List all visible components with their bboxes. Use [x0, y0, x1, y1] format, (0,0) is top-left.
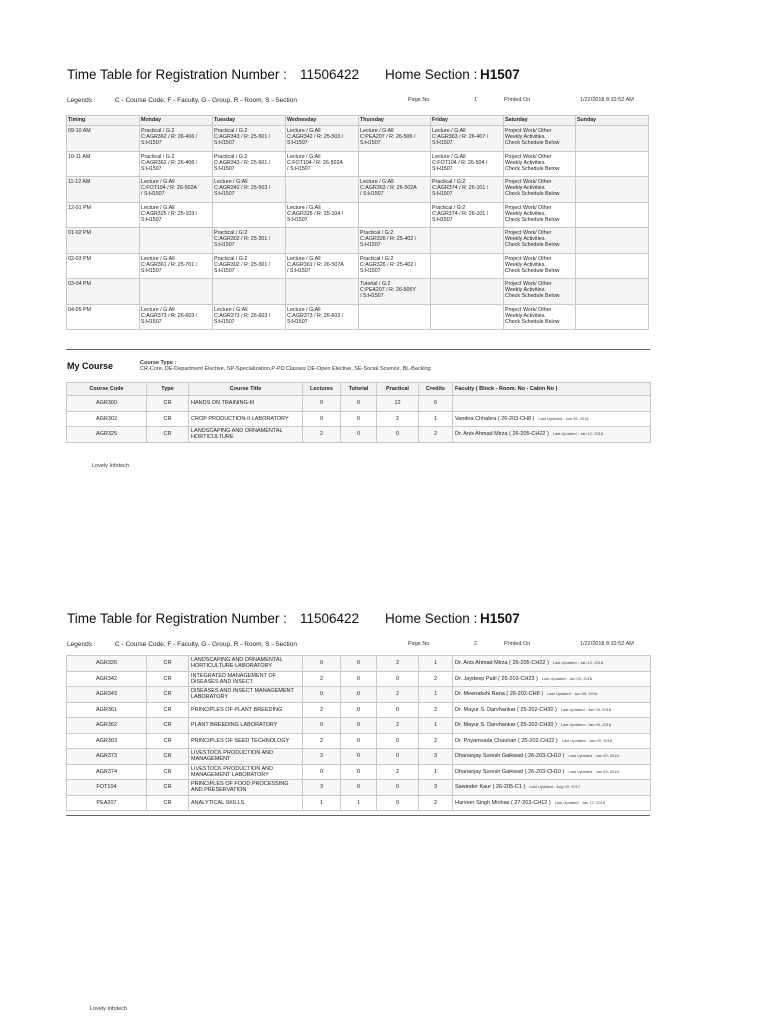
course-practical: 0 — [377, 780, 419, 796]
printed-on-value: 1/22/2018 8:32:52 AM — [580, 97, 634, 103]
course-type: CR — [147, 749, 189, 765]
timetable-cell-sunday — [577, 203, 647, 205]
course-practical: 2 — [377, 411, 419, 427]
timetable-cell-sunday — [577, 305, 647, 307]
timetable-cell-tuesday: Practical / G:2 C:AGR343 / R: 25-501 / S:H1507 — [214, 128, 271, 147]
course-type: CR — [147, 396, 189, 412]
timetable-cell-monday: Lecture / G:All C:FOT104 / R: 26-502A / S:H1507 — [141, 179, 197, 198]
course-code: AGR373 — [67, 749, 147, 765]
header-lectures: Lectures — [303, 383, 341, 396]
course-row — [67, 780, 651, 796]
timetable-row — [67, 151, 649, 177]
course-header-row — [67, 383, 651, 396]
timetable-cell-monday: Practical / G:2 C:AGR362 / R: 26-406 / S:H1507 — [141, 128, 198, 147]
course-practical: 0 — [377, 795, 419, 811]
course-lectures: 0 — [303, 718, 341, 734]
header-tuesday: Tuesday — [213, 116, 286, 126]
course-row — [67, 427, 651, 443]
course-code: PEA207 — [67, 795, 147, 811]
course-tutorial: 0 — [341, 671, 377, 687]
course-practical: 0 — [377, 671, 419, 687]
course-title: INTEGRATED MANAGEMENT OF DISEASES AND INSECT — [189, 671, 303, 687]
course-faculty-cell — [453, 671, 651, 687]
course-title: LANDSCAPING AND ORNAMENTAL HORTICULTURE — [189, 427, 303, 443]
course-row — [67, 795, 651, 811]
course-title: HANDS ON TRAINING-III — [189, 396, 303, 412]
course-title: LIVESTOCK PRODUCTION AND MANAGEMENT LABORATORY — [189, 764, 303, 780]
course-lectures: 2 — [303, 702, 341, 718]
course-tutorial: 0 — [341, 702, 377, 718]
course-faculty: Dhananjay Suresh Gaikwad ( 26-203-CH10 ) — [455, 753, 565, 760]
section-divider-p2 — [66, 815, 650, 816]
header-saturday: Saturday — [504, 116, 576, 126]
footer-text: Lovely Infotech — [92, 463, 129, 469]
course-faculty-cell — [453, 687, 651, 703]
timetable-cell-sunday — [577, 228, 647, 230]
legends-text-p2: C - Course Code, F - Faculty, G - Group, R - Room, S - Section — [115, 641, 297, 648]
course-faculty-cell — [453, 764, 651, 780]
course-faculty-cell — [453, 427, 651, 443]
course-row — [67, 718, 651, 734]
course-type: CR — [147, 764, 189, 780]
course-last-updated: Last Updated : Jan 09, 2018 — [560, 722, 612, 728]
course-lectures: 2 — [303, 427, 341, 443]
page-no-label-p2: Page No — [408, 641, 430, 647]
course-tutorial: 0 — [341, 733, 377, 749]
course-faculty: Dr. Mayur S. Darvhankar ( 25-202-CH30 ) — [455, 706, 557, 713]
course-type: CR — [147, 656, 189, 672]
timetable-cell-friday — [432, 279, 502, 281]
course-credits: 1 — [419, 411, 453, 427]
course-type: CR — [147, 411, 189, 427]
timetable-cell-monday: Lecture / G:All C:AGR361 / R: 25-701 / S:H1507 — [141, 255, 198, 274]
timetable-cell-thursday: Lecture / G:All C:AGR363 / R: 26-502A / S:H1507 — [360, 179, 417, 198]
timetable-cell-tuesday — [214, 203, 284, 205]
course-title: DISEASES AND INSECT MANAGEMENT LABORATORY — [189, 687, 303, 703]
course-credits: 3 — [419, 780, 453, 796]
timetable-row — [67, 202, 649, 228]
course-type: CR — [147, 733, 189, 749]
footer-text-p2: Lovely Infotech — [90, 1006, 127, 1012]
my-course-heading: My Course — [67, 361, 114, 371]
course-lectures: 1 — [303, 795, 341, 811]
course-faculty-cell — [453, 795, 651, 811]
registration-number-p2: 11506422 — [300, 611, 360, 626]
timetable-row — [67, 279, 649, 305]
course-tutorial: 0 — [341, 780, 377, 796]
timetable-cell-saturday: Project Work/ Other Weekly Activities. Check Schedule Below — [505, 255, 560, 274]
timetable-cell-thursday: Lecture / G:All C:PEA207 / R: 26-506 / S:H1507 — [360, 128, 416, 147]
course-last-updated: Last Updated : Jan 09, 2018 — [568, 768, 619, 774]
course-last-updated: Last Updated : Jan 12, 2018 — [552, 660, 604, 666]
page-no-label: Page No — [408, 97, 430, 103]
course-practical: 2 — [377, 687, 419, 703]
timetable-cell-saturday: Project Work/ Other Weekly Activities. Check Schedule Below — [505, 204, 560, 223]
course-code: AGR363 — [67, 733, 147, 749]
timetable-cell-sunday — [577, 177, 647, 179]
section-divider — [66, 349, 650, 350]
timetable-row — [67, 177, 649, 203]
course-type-text: CR-Core, DE-Department Elective, SP-Specialization,P-PD Classes OE-Open Elective, SE-Social Science, BL-Backlog — [140, 366, 431, 372]
course-credits: 2 — [419, 671, 453, 687]
timetable-cell-tuesday: Lecture / G:All C:AGR342 / R: 25-503 / S:H1507 — [214, 179, 271, 198]
timetable-cell-saturday: Project Work/ Other Weekly Activities. Check Schedule Below — [505, 179, 560, 198]
course-tutorial: 0 — [341, 749, 377, 765]
course-practical: 2 — [377, 718, 419, 734]
course-tutorial: 0 — [341, 687, 377, 703]
timetable-cell-wednesday — [287, 228, 357, 230]
header-course-title: Course Title — [189, 383, 303, 396]
header-tutorial: Tutorial — [341, 383, 377, 396]
timetable-cell-saturday: Project Work/ Other Weekly Activities. Check Schedule Below — [505, 281, 560, 300]
timetable-cell-sunday — [577, 126, 647, 128]
header-sunday: Sunday — [576, 116, 649, 126]
course-row — [67, 656, 651, 672]
course-faculty-cell — [453, 411, 651, 427]
timetable-row — [67, 304, 649, 330]
course-lectures: 0 — [303, 687, 341, 703]
course-row — [67, 411, 651, 427]
timetable-grid — [66, 115, 649, 330]
page-no-value: 1 — [474, 97, 478, 103]
page-no-value-p2: 2 — [474, 641, 478, 647]
course-type: CR — [147, 687, 189, 703]
course-last-updated: Last Updated : Jan 09, 2018 — [560, 706, 612, 712]
timetable-cell-wednesday — [287, 177, 357, 179]
course-tutorial: 0 — [341, 427, 377, 443]
course-row — [67, 671, 651, 687]
course-title: PLANT BREEDING LABORATORY — [189, 718, 303, 734]
course-lectures: 2 — [303, 671, 341, 687]
course-faculty: Dr. Meenakshi Rana ( 26-202-CH8 ) — [455, 691, 544, 698]
header-thursday: Thursday — [359, 116, 431, 126]
timetable-cell-timing: 11-12 AM — [68, 179, 91, 185]
timetable-row — [67, 228, 649, 254]
course-credits: 2 — [419, 795, 453, 811]
timetable-cell-monday — [141, 228, 211, 230]
timetable-cell-thursday: Practical / G:2 C:AGR326 / R: 25-402 / S:H1507 — [360, 255, 417, 274]
course-last-updated: Last Updated : Jan 17, 2018 — [554, 799, 605, 805]
course-title: PRINCIPLES OF SEED TECHNOLOGY — [189, 733, 303, 749]
header-credits: Credits — [419, 383, 453, 396]
course-tutorial: 0 — [341, 396, 377, 412]
timetable-cell-timing: 04-05 PM — [68, 306, 91, 313]
course-last-updated: Last Updated : Jan 09, 2018 — [547, 691, 598, 697]
header-practical: Practical — [377, 383, 419, 396]
course-tutorial: 0 — [341, 656, 377, 672]
timetable-cell-monday: Lecture / G:All C:AGR325 / R: 25-103 / S:H1507 — [141, 204, 198, 223]
home-section-value-p2: H1507 — [480, 611, 520, 626]
timetable-cell-friday: Lecture / G:All C:AGR363 / R: 26-407 / S:H1507 — [432, 128, 489, 147]
course-code: AGR326 — [67, 656, 147, 672]
course-credits: 2 — [419, 427, 453, 443]
course-faculty: Dr. Anis Ahmad Mirza ( 26-205-CH22 ) — [455, 660, 549, 667]
course-type: CR — [147, 780, 189, 796]
course-credits: 1 — [419, 718, 453, 734]
printed-on-label: Printed On — [504, 97, 531, 103]
timetable-cell-saturday: Project Work/ Other Weekly Activities. Check Schedule Below — [505, 306, 560, 325]
course-faculty-cell — [453, 702, 651, 718]
timetable-cell-wednesday: Lecture / G:All C:AGR342 / R: 25-503 / S:H1507 — [287, 128, 344, 147]
timetable-cell-saturday: Project Work/ Other Weekly Activities. Check Schedule Below — [505, 153, 560, 172]
timetable-cell-timing: 12-01 PM — [68, 204, 91, 211]
header-timing: Timing — [67, 116, 140, 126]
timetable-cell-wednesday: Lecture / G:All C:AGR361 / R: 26-507A / S:H1507 — [287, 255, 344, 274]
home-section-value: H1507 — [480, 67, 520, 82]
course-type: CR — [147, 795, 189, 811]
timetable-cell-wednesday: Lecture / G:All C:AGR373 / R: 26-603 / S:H1507 — [287, 306, 344, 325]
course-title: PRINCIPLES OF PLANT BREEDING — [189, 702, 303, 718]
timetable-cell-tuesday — [214, 279, 284, 281]
course-faculty-cell — [453, 733, 651, 749]
timetable-cell-monday: Lecture / G:All C:AGR373 / R: 26-603 / S:H1507 — [141, 306, 198, 325]
header-monday: Monday — [140, 116, 213, 126]
course-type: CR — [147, 702, 189, 718]
course-lectures: 0 — [303, 764, 341, 780]
header-faculty: Faculty ( Block - Room. No - Cabin No ) — [453, 383, 651, 396]
course-faculty-cell — [453, 396, 651, 412]
course-credits: 2 — [419, 702, 453, 718]
course-row — [67, 396, 651, 412]
course-last-updated: Last Updated : Jan 09, 2018 — [538, 415, 589, 421]
course-tutorial: 0 — [341, 718, 377, 734]
course-faculty-cell — [453, 656, 651, 672]
course-title: PRINCIPLES OF FOOD PROCESSING AND PRESERVATION — [189, 780, 303, 796]
course-faculty: Dr. Jaydeep Patil ( 26-203-CH23 ) — [455, 675, 538, 682]
timetable-cell-friday: Lecture / G:All C:FOT104 / R: 26-504 / S:H1507 — [432, 153, 488, 172]
course-lectures: 0 — [303, 411, 341, 427]
course-practical: 0 — [377, 702, 419, 718]
course-lectures: 0 — [303, 396, 341, 412]
legends-label: Legends : — [67, 97, 96, 104]
course-faculty: Sawinder Kaur ( 26-205-C1 ) — [455, 784, 526, 791]
course-practical: 12 — [377, 396, 419, 412]
course-row — [67, 764, 651, 780]
course-faculty-cell — [453, 718, 651, 734]
timetable-cell-timing: 01-02 PM — [68, 230, 91, 236]
timetable-cell-wednesday: Lecture / G:All C:FOT104 / R: 26-502A / S:H1507 — [287, 153, 343, 172]
timetable-row — [67, 126, 649, 152]
timetable-cell-wednesday: Lecture / G:All C:AGR325 / R: 25-104 / S:H1507 — [287, 204, 344, 223]
course-lectures: 3 — [303, 749, 341, 765]
course-code: AGR342 — [67, 671, 147, 687]
timetable-cell-thursday: Tutorial / G:2 C:PEA207 / R: 26-506Y / S:H1507 — [360, 281, 416, 300]
timetable-cell-tuesday: Practical / G:2 C:AGR343 / R: 25-501 / S:H1507 — [214, 153, 271, 172]
course-title: LANDSCAPING AND ORNAMENTAL HORTICULTURE LABORATORY — [189, 656, 303, 672]
course-practical: 2 — [377, 764, 419, 780]
header-friday: Friday — [431, 116, 504, 126]
course-code: AGR302 — [67, 411, 147, 427]
course-tutorial: 1 — [341, 795, 377, 811]
course-row — [67, 749, 651, 765]
timetable-row — [67, 253, 649, 279]
header-type: Type — [147, 383, 189, 396]
course-type: CR — [147, 427, 189, 443]
timetable-cell-friday: Practical / G:2 C:AGR374 / R: 26-101 / S:H1507 — [432, 179, 489, 198]
course-title: LIVESTOCK PRODUCTION AND MANAGEMENT — [189, 749, 303, 765]
timetable-cell-monday: Practical / G:2 C:AGR362 / R: 26-406 / S:H1507 — [141, 153, 198, 172]
course-code: AGR374 — [67, 764, 147, 780]
course-faculty: Harveer Singh Minhas ( 27-203-CH12 ) — [455, 799, 551, 806]
timetable-cell-thursday: Practical / G:2 C:AGR326 / R: 25-402 / S:H1507 — [360, 230, 417, 249]
course-faculty-cell — [453, 749, 651, 765]
home-section-label-p2: Home Section : — [385, 611, 478, 626]
timetable-cell-friday — [432, 254, 502, 256]
timetable-cell-thursday — [360, 152, 429, 154]
course-lectures: 0 — [303, 656, 341, 672]
course-title: ANALYTICAL SKILLS — [189, 795, 303, 811]
course-lectures: 3 — [303, 780, 341, 796]
course-lectures: 2 — [303, 733, 341, 749]
course-code: FOT104 — [67, 780, 147, 796]
timetable-cell-monday — [141, 279, 211, 281]
timetable-cell-wednesday — [287, 279, 357, 281]
printed-on-label-p2: Printed On — [504, 641, 531, 647]
course-practical: 2 — [377, 656, 419, 672]
course-practical: 0 — [377, 733, 419, 749]
course-row — [67, 687, 651, 703]
timetable-cell-thursday — [360, 203, 429, 205]
course-last-updated: Last Updated : Jan 09, 2018 — [541, 675, 593, 681]
header-wednesday: Wednesday — [286, 116, 359, 126]
course-table — [66, 382, 651, 443]
course-faculty: Dhananjay Suresh Gaikwad ( 26-203-CH10 ) — [455, 768, 565, 775]
course-row — [67, 733, 651, 749]
course-type-label: Course Type : — [140, 360, 177, 366]
course-code: AGR361 — [67, 702, 147, 718]
legends-label-p2: Legends : — [67, 641, 96, 648]
registration-number: 11506422 — [300, 67, 360, 82]
course-credits: 6 — [419, 396, 453, 412]
course-credits: 1 — [419, 764, 453, 780]
timetable-cell-timing: 09-10 AM — [68, 128, 91, 134]
course-title: CROP PRODUCTION-II LABORATORY — [189, 411, 303, 427]
course-type: CR — [147, 718, 189, 734]
legends-text: C - Course Code, F - Faculty, G - Group, R - Room, S - Section — [115, 97, 297, 104]
course-credits: 1 — [419, 656, 453, 672]
course-table-p2 — [66, 655, 651, 811]
course-last-updated: Last Updated : Jan 09, 2018 — [568, 753, 619, 759]
timetable-cell-sunday — [577, 152, 647, 154]
timetable-cell-friday: Practical / G:2 C:AGR374 / R: 26-101 / S:H1507 — [432, 204, 489, 223]
timetable-cell-sunday — [577, 254, 647, 256]
timetable-cell-thursday — [360, 305, 429, 307]
course-last-updated: Last Updated : Aug 09, 2017 — [529, 784, 581, 790]
timetable-title-p2: Time Table for Registration Number : — [67, 611, 287, 626]
home-section-label: Home Section : — [385, 67, 478, 82]
course-faculty: Dr. Mayur S. Darvhankar ( 25-202-CH30 ) — [455, 722, 557, 729]
course-code: AGR325 — [67, 427, 147, 443]
timetable-cell-tuesday: Lecture / G:All C:AGR373 / R: 26-603 / S:H1507 — [214, 306, 271, 325]
course-credits: 1 — [419, 687, 453, 703]
timetable-cell-timing: 02-03 PM — [68, 255, 91, 262]
header-course-code: Course Code — [67, 383, 147, 396]
timetable-cell-sunday — [577, 279, 647, 281]
course-faculty: Dr. Anis Ahmad Mirza ( 26-205-CH22 ) — [455, 431, 549, 438]
course-practical: 0 — [377, 749, 419, 765]
timetable-cell-timing: 10-11 AM — [68, 153, 91, 160]
timetable-cell-saturday: Project Work/ Other Weekly Activities. Check Schedule Below — [505, 230, 560, 249]
timetable-cell-tuesday: Practical / G:2 C:AGR302 / R: 25-301 / S:H1507 — [214, 255, 271, 274]
timetable-cell-tuesday: Practical / G:2 C:AGR302 / R: 25-301 / S:H1507 — [214, 230, 271, 249]
course-last-updated: Last Updated : Jan 09, 2018 — [561, 737, 612, 743]
course-code: AGR300 — [67, 396, 147, 412]
timetable-header-row — [67, 116, 649, 126]
course-faculty-cell — [453, 780, 651, 796]
timetable-cell-friday — [432, 305, 502, 307]
course-faculty: Vandna Chhabra ( 26-203-CH8 ) — [455, 415, 535, 422]
course-tutorial: 0 — [341, 411, 377, 427]
course-tutorial: 0 — [341, 764, 377, 780]
course-practical: 0 — [377, 427, 419, 443]
timetable-cell-timing: 03-04 PM — [68, 281, 91, 287]
printed-on-value-p2: 1/22/2018 8:32:52 AM — [580, 641, 634, 647]
course-credits: 3 — [419, 749, 453, 765]
timetable-title: Time Table for Registration Number : — [67, 67, 287, 82]
course-code: AGR362 — [67, 718, 147, 734]
course-code: AGR343 — [67, 687, 147, 703]
course-row — [67, 702, 651, 718]
timetable-cell-friday — [432, 228, 502, 230]
course-credits: 2 — [419, 733, 453, 749]
course-last-updated: Last Updated : Jan 12, 2018 — [552, 431, 604, 437]
course-type: CR — [147, 671, 189, 687]
course-faculty: Dr. Priyamvada Chauhan ( 25-202-CH22 ) — [455, 737, 558, 744]
timetable-cell-saturday: Project Work/ Other Weekly Activities. Check Schedule Below — [505, 128, 560, 147]
